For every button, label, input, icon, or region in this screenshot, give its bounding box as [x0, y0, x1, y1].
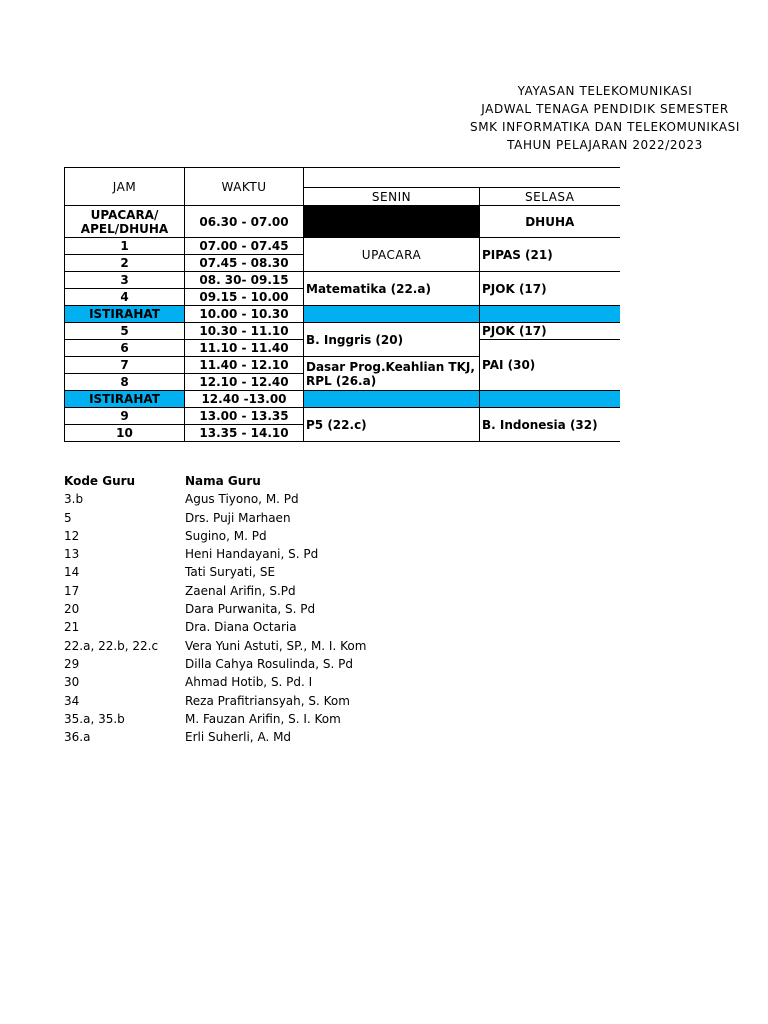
legend-nama: Sugino, M. Pd — [185, 528, 267, 543]
legend-kode-header: Kode Guru — [64, 474, 136, 488]
legend-kode: 5 — [64, 510, 72, 525]
legend-kode: 30 — [64, 675, 80, 690]
legend-kode: 29 — [64, 656, 80, 671]
legend-kode: 14 — [64, 565, 80, 580]
jam-cell: UPACARA/ APEL/DHUHA — [65, 206, 185, 238]
jam-cell: 9 — [65, 408, 185, 425]
day-header-senin: SENIN — [304, 188, 480, 206]
legend-kode: 13 — [64, 547, 80, 562]
cell-senin-binggris: B. Inggris (20) — [304, 323, 480, 357]
days-header-empty — [304, 168, 620, 188]
legend-nama-header: Nama Guru — [185, 474, 261, 488]
jam-cell: 7 — [65, 357, 185, 374]
legend-nama: Ahmad Hotib, S. Pd. I — [185, 675, 313, 690]
legend-nama: Dilla Cahya Rosulinda, S. Pd — [185, 656, 353, 671]
legend-nama: Vera Yuni Astuti, SP., M. I. Kom — [185, 638, 367, 653]
waktu-cell: 06.30 - 07.00 — [185, 206, 304, 238]
day-header-selasa: SELASA — [480, 188, 620, 206]
cell-selasa-pjok: PJOK (17) — [480, 323, 620, 340]
jam-cell: 6 — [65, 340, 185, 357]
header-line-jadwal: JADWAL TENAGA PENDIDIK SEMESTER — [481, 102, 729, 116]
header-line-smk: SMK INFORMATIKA DAN TELEKOMUNIKASI — [470, 120, 740, 134]
legend-kode: 22.a, 22.b, 22.c — [64, 638, 159, 653]
black-block — [304, 206, 480, 238]
waktu-cell: 08. 30- 09.15 — [185, 272, 304, 289]
legend-kode: 17 — [64, 583, 80, 598]
waktu-cell: 07.00 - 07.45 — [185, 238, 304, 255]
header-line-yayasan: YAYASAN TELEKOMUNIKASI — [517, 84, 693, 98]
legend-nama: Drs. Puji Marhaen — [185, 510, 291, 525]
waktu-cell: 13.00 - 13.35 — [185, 408, 304, 425]
jam-cell-istirahat: ISTIRAHAT — [65, 391, 185, 408]
cell-senin-p5: P5 (22.c) — [304, 408, 480, 442]
cell-selasa-pipas: PIPAS (21) — [480, 238, 620, 272]
legend-kode: 21 — [64, 620, 80, 635]
cell-selasa-bindonesia: B. Indonesia (32) — [480, 408, 620, 442]
cell-senin-upacara: UPACARA — [304, 238, 480, 272]
waktu-cell: 12.10 - 12.40 — [185, 374, 304, 391]
waktu-cell: 11.40 - 12.10 — [185, 357, 304, 374]
istirahat-band — [304, 391, 480, 408]
waktu-cell: 10.00 - 10.30 — [185, 306, 304, 323]
istirahat-band — [304, 306, 480, 323]
col-header-waktu: WAKTU — [185, 168, 304, 206]
legend-nama: Tati Suryati, SE — [185, 565, 276, 580]
waktu-cell: 07.45 - 08.30 — [185, 255, 304, 272]
jam-cell: 10 — [65, 425, 185, 442]
legend-kode: 12 — [64, 528, 80, 543]
legend-kode: 35.a, 35.b — [64, 711, 125, 726]
cell-selasa-pai: PAI (30) — [480, 340, 620, 391]
waktu-cell: 10.30 - 11.10 — [185, 323, 304, 340]
header-line-tahun: TAHUN PELAJARAN 2022/2023 — [507, 138, 703, 152]
legend-nama: Heni Handayani, S. Pd — [185, 547, 319, 562]
jam-cell: 5 — [65, 323, 185, 340]
legend-nama: Erli Suherli, A. Md — [185, 730, 292, 745]
legend-nama: Dara Purwanita, S. Pd — [185, 602, 316, 617]
cell-selasa-dhuha: DHUHA — [480, 206, 620, 238]
cell-senin-matematika: Matematika (22.a) — [304, 272, 480, 306]
waktu-cell: 13.35 - 14.10 — [185, 425, 304, 442]
schedule-table — [64, 167, 620, 442]
jam-cell-istirahat: ISTIRAHAT — [65, 306, 185, 323]
col-header-jam: JAM — [65, 168, 185, 206]
waktu-cell: 12.40 -13.00 — [185, 391, 304, 408]
jam-cell: 1 — [65, 238, 185, 255]
legend-kode: 34 — [64, 693, 80, 708]
istirahat-band — [480, 306, 620, 323]
jam-cell: 2 — [65, 255, 185, 272]
istirahat-band — [480, 391, 620, 408]
legend-nama: Agus Tiyono, M. Pd — [185, 492, 299, 507]
legend-kode: 36.a — [64, 730, 91, 745]
document-header — [200, 82, 760, 152]
legend-kode: 20 — [64, 602, 80, 617]
cell-selasa-pjok: PJOK (17) — [480, 272, 620, 306]
legend-nama: Zaenal Arifin, S.Pd — [185, 583, 296, 598]
legend-kode: 3.b — [64, 492, 84, 507]
jam-cell: 4 — [65, 289, 185, 306]
jam-cell: 3 — [65, 272, 185, 289]
jam-cell: 8 — [65, 374, 185, 391]
legend-nama: Dra. Diana Octaria — [185, 620, 297, 635]
cell-senin-dasar-prog: Dasar Prog.Keahlian TKJ, RPL (26.a) — [304, 357, 480, 391]
legend-nama: M. Fauzan Arifin, S. I. Kom — [185, 711, 341, 726]
waktu-cell: 11.10 - 11.40 — [185, 340, 304, 357]
waktu-cell: 09.15 - 10.00 — [185, 289, 304, 306]
legend-nama: Reza Prafitriansyah, S. Kom — [185, 693, 350, 708]
